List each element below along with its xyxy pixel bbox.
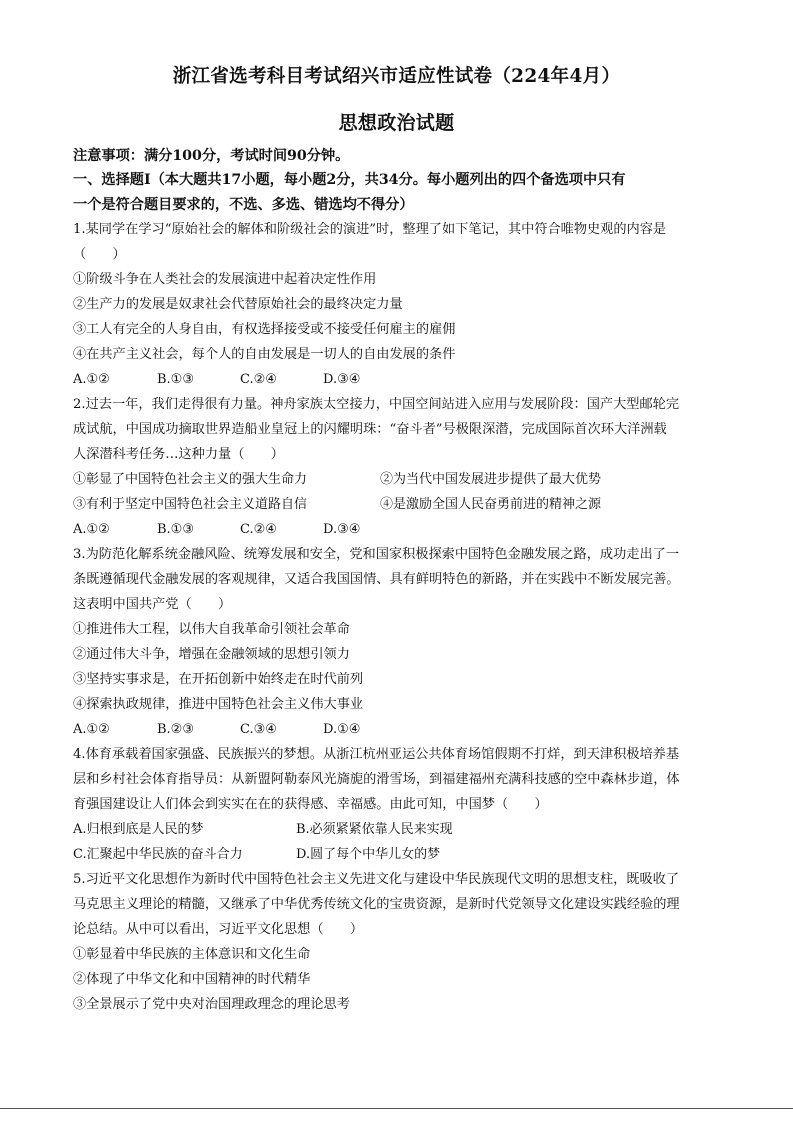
q3-statement-4: ④探索执政规律，推进中国特色社会主义伟大事业 [73, 697, 364, 712]
q1-option-b: B.①③ [157, 372, 194, 387]
q3-option-b: B.②③ [157, 722, 194, 737]
bottom-divider [0, 1108, 793, 1109]
q2-statement-2: ②为当代中国发展进步提供了最大优势 [380, 472, 602, 487]
section-heading-line1: 一、选择题Ⅰ（本大题共17小题，每小题2分，共34分。每小题列出的四个备选项中只有 [73, 172, 626, 188]
q4-option-b: B.必须紧紧依靠人民来实现 [296, 822, 453, 837]
q5-statement-3: ③全景展示了党中央对治国理政理念的理论思考 [73, 997, 350, 1012]
q2-stem-line1: 2.过去一年，我们走得很有力量。神舟家族太空接力，中国空间站进入应用与发展阶段：国产大型邮轮完 [73, 397, 680, 412]
q2-option-a: A.①② [73, 522, 110, 537]
q1-statement-4: ④在共产主义社会，每个人的自由发展是一切人的自由发展的条件 [73, 347, 456, 362]
exam-subtitle: 思想政治试题 [338, 112, 455, 134]
q5-stem-line3: 论总结。从中可以看出，习近平文化思想（ ） [73, 922, 364, 937]
notice: 注意事项：满分100分，考试时间90分钟。 [73, 148, 350, 164]
q4-option-a: A.归根到底是人民的梦 [73, 822, 204, 837]
q3-option-d: D.①④ [323, 722, 361, 737]
q3-statement-2: ②通过伟大斗争，增强在金融领域的思想引领力 [73, 647, 350, 662]
q1-statement-3: ③工人有完全的人身自由，有权选择接受或不接受任何雇主的雇佣 [73, 322, 456, 337]
q2-statement-1: ①彰显了中国特色社会主义的强大生命力 [73, 472, 308, 487]
q4-option-d: D.圆了每个中华儿女的梦 [296, 847, 441, 862]
q3-stem-line2: 条既遵循现代金融发展的客观规律，又适合我国国情、具有鲜明特色的新路，并在实践中不断发展完善。 [73, 572, 680, 587]
q2-option-d: D.③④ [323, 522, 361, 537]
q1-option-a: A.①② [73, 372, 110, 387]
q2-option-b: B.①③ [157, 522, 194, 537]
q1-option-d: D.③④ [323, 372, 361, 387]
q2-stem-line3: 人深潜科考任务…这种力量（ ） [73, 447, 284, 462]
q4-option-c: C.汇聚起中华民族的奋斗合力 [73, 847, 243, 862]
q1-stem: 1.某同学在学习“原始社会的解体和阶级社会的演进”时，整理了如下笔记，其中符合唯物史观的内容是 [73, 222, 667, 237]
q3-stem-line1: 3.为防范化解系统金融风险、统筹发展和安全，党和国家积极探索中国特色金融发展之路，成功走出了一 [73, 547, 680, 562]
q5-statement-1: ①彰显着中华民族的主体意识和文化生命 [73, 947, 311, 962]
q4-stem-line1: 4.体育承载着国家强盛、民族振兴的梦想。从浙江杭州亚运公共体育场馆假期不打烊，到天津积极培养基 [73, 747, 680, 762]
q4-stem-line2: 层和乡村社会体育指导员：从新盟阿勒泰风光旖旎的滑雪场，到福建福州充满科技感的空中森林步道，体 [73, 772, 680, 787]
q2-stem-line2: 成试航，中国成功摘取世界造船业皇冠上的闪耀明珠：“奋斗者”号极限深潜，完成国际首次环大洋洲载 [73, 422, 667, 437]
q1-statement-2: ②生产力的发展是奴隶社会代替原始社会的最终决定力量 [73, 297, 403, 312]
q5-stem-line1: 5.习近平文化思想作为新时代中国特色社会主义先进文化与建设中华民族现代文明的思想支柱，既吸收了 [73, 872, 680, 887]
q4-stem-line3: 育强国建设让人们体会到实实在在的获得感、幸福感。由此可知，中国梦（ ） [73, 797, 548, 812]
q1-option-c: C.②④ [240, 372, 277, 387]
q3-statement-3: ③坚持实事求是，在开拓创新中始终走在时代前列 [73, 672, 364, 687]
q2-option-c: C.②④ [240, 522, 277, 537]
q2-statement-4: ④是激励全国人民奋勇前进的精神之源 [380, 497, 602, 512]
q3-statement-1: ①推进伟大工程，以伟大自我革命引领社会革命 [73, 622, 350, 637]
q3-stem-line3: 这表明中国共产党（ ） [73, 597, 232, 612]
q1-stem-blank: （ ） [73, 247, 126, 262]
q5-stem-line2: 马克思主义理论的精髓，又继承了中华优秀传统文化的宝贵资源，是新时代党领导文化建设实践经验的理 [73, 897, 680, 912]
q5-statement-2: ②体现了中华文化和中国精神的时代精华 [73, 972, 311, 987]
section-heading-line2: 一个是符合题目要求的，不选、多选、错选均不得分） [73, 197, 414, 213]
q2-statement-3: ③有利于坚定中国特色社会主义道路自信 [73, 497, 308, 512]
q1-statement-1: ①阶级斗争在人类社会的发展演进中起着决定性作用 [73, 272, 377, 287]
q3-option-a: A.①② [73, 722, 110, 737]
exam-title: 浙江省选考科目考试绍兴市适应性试卷（224年4月） [172, 66, 621, 87]
q3-option-c: C.③④ [240, 722, 277, 737]
